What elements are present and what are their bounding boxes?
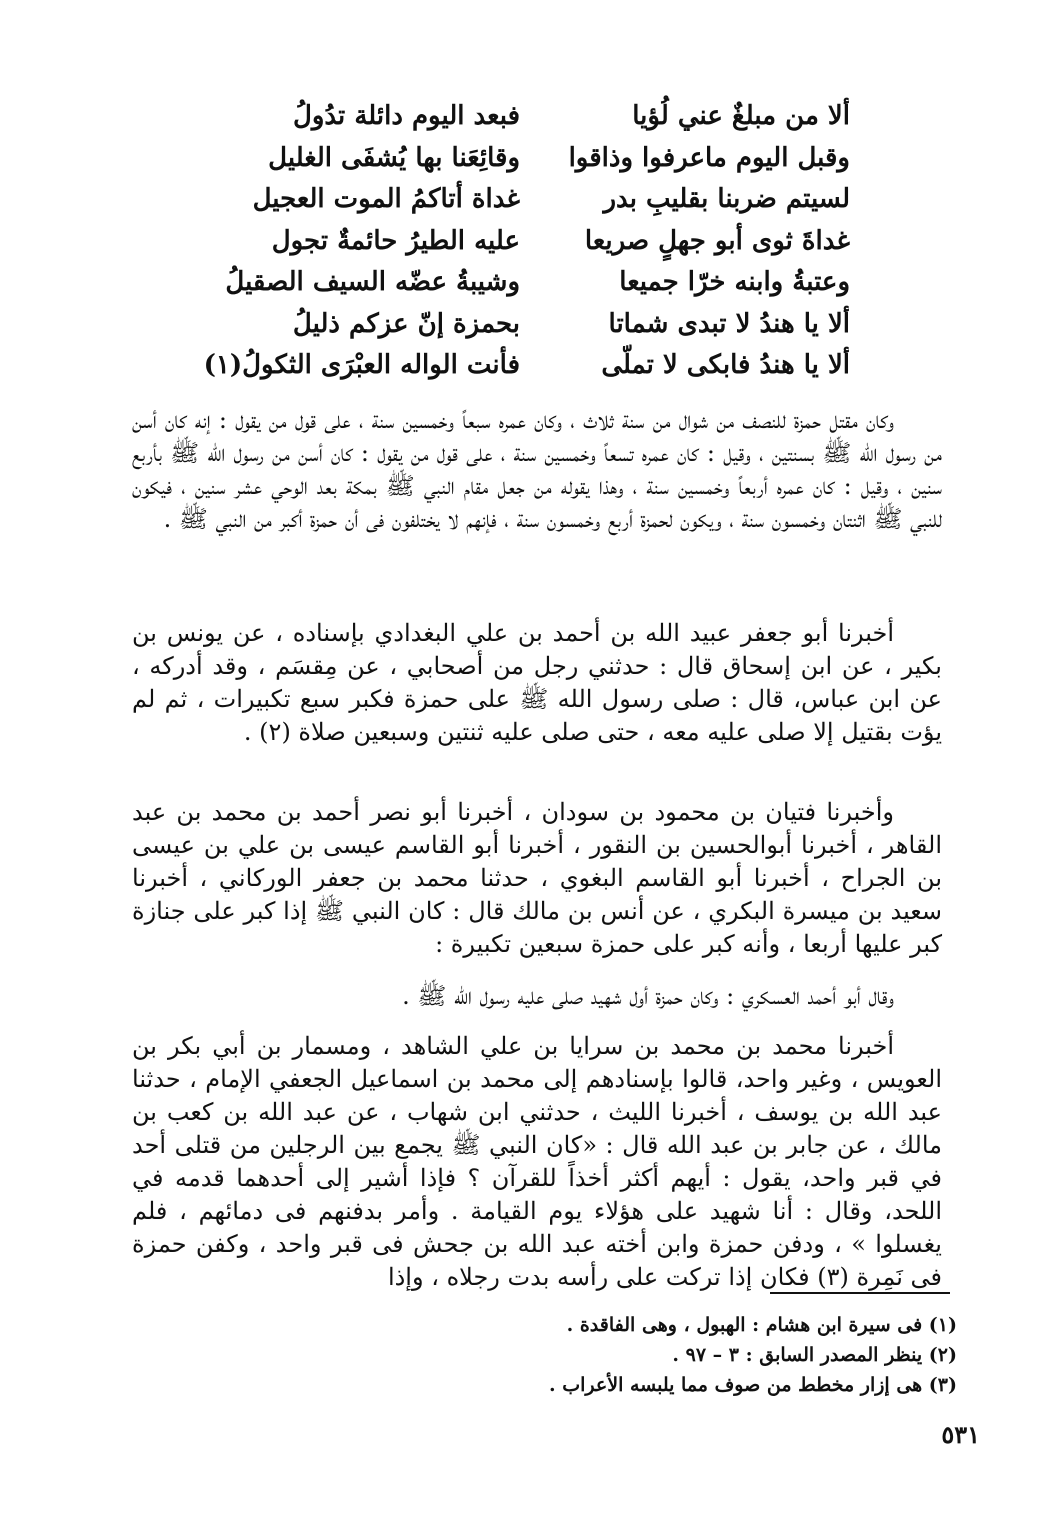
poem bbox=[203, 96, 850, 387]
poem-verse bbox=[250, 96, 850, 138]
verse-second-hemistich: فبعد اليوم دائلة تدُولُ bbox=[292, 101, 520, 131]
footnote-1: (١) فى سيرة ابن هشام : الهبول ، وهى الفاقدة . bbox=[566, 1314, 957, 1336]
verse-first-hemistich: وعتبةُ وابنه خرّا جميعا bbox=[619, 267, 850, 297]
poem-verse bbox=[250, 221, 850, 263]
verse-first-hemistich: وقبل اليوم ماعرفوا وذاقوا bbox=[568, 142, 850, 173]
poem-verse bbox=[250, 304, 850, 346]
footnotes bbox=[132, 1310, 957, 1400]
page-number: ٥٣١ bbox=[941, 1420, 980, 1449]
paragraph-burial: أخبرنا محمد بن محمد بن سرايا بن علي الشاهد ، ومسمار بن أبي بكر بن العويس ، وغير واحد، قالوا بإسنادهم إلى محمد بن اسماعيل الجعفي الإمام ، حدثنا عبد الله بن يوسف ، أخبرنا الليث ، حدثني ابن شهاب ، عن عبد الله بن كعب بن مالك ، عن جابر بن عبد الله قال : «كان النبي ﷺ يجمع بين الرجلين من قتلى أحد في قبر واحد، يقول : أيهم أكثر أخذاً للقرآن ؟ فإذا أشير إلى أحدهما قدمه في اللحد، وقال : أنا شهيد على هؤلاء يوم القيامة . وأمر بدفنهم فى دمائهم ، فلم يغسلوا » ، ودفن حمزة وابن أخته عبد الله بن جحش فى قبر واحد ، وكفن حمزة فى نَمِرة (٣) فكان إذا تركت على رأسه بدت رجلاه ، وإذا bbox=[132, 1032, 942, 1291]
paragraph-askari-quote: وقال أبو أحمد العسكري : وكان حمزة أول شهيد صلى عليه رسول الله ﷺ . bbox=[402, 982, 894, 1010]
poem-verse bbox=[225, 262, 850, 304]
verse-second-hemistich: بحمزة إنّ عزكم ذليلُ bbox=[292, 308, 520, 339]
verse-second-hemistich: عليه الطيرُ حائمةٌ تجول bbox=[271, 225, 520, 256]
paragraph-hamza-death: وكان مقتل حمزة للنصف من شوال من سنة ثلاث ، وكان عمره سبعاً وخمسين سنة ، على قول من يقول : إنه كان أسن من رسول الله ﷺ بسنتين ، وقيل : كان عمره تسعاً وخمسين سنة ، على قول من يقول : كان أسن من رسول الله ﷺ بأربع سنين ، وقيل : كان عمره أربعاً وخمسين سنة ، وهذا يقوله من جعل مقام النبي ﷺ بمكة بعد الوحي عشر سنين ، فيكون للنبي ﷺ اثنتان وخمسون سنة ، ويكون لحمزة أربع وخمسون سنة ، فإنهم لا يختلفون فى أن حمزة أكبر من النبي ﷺ . bbox=[132, 406, 942, 533]
verse-first-hemistich: ألا من مبلغٌ عني لُؤيا bbox=[632, 101, 850, 131]
paragraph-anas-narration: وأخبرنا فتيان بن محمود بن سودان ، أخبرنا أبو نصر أحمد بن محمد بن عبد القاهر ، أخبرنا أبوالحسين بن النقور ، أخبرنا أبو القاسم عيسى بن علي بن عيسى بن الجراح ، أخبرنا أبو القاسم البغوي ، حدثنا محمد بن جعفر الوركاني ، أخبرنا سعيد بن ميسرة البكري ، عن أنس بن مالك قال : كان النبي ﷺ إذا كبر على جنازة كبر عليها أربعا ، وأنه كبر على حمزة سبعين تكبيرة : bbox=[132, 798, 942, 958]
footnote-2: (٢) ينظر المصدر السابق : ٣ – ٩٧ . bbox=[672, 1344, 957, 1366]
verse-first-hemistich: غداةَ ثوى أبو جهلٍ صريعا bbox=[584, 225, 850, 256]
poem-verse bbox=[250, 138, 850, 180]
verse-second-hemistich: فأنت الواله العبْرَى الثكولُ(١) bbox=[203, 350, 520, 380]
footnote-divider bbox=[770, 1292, 950, 1294]
verse-first-hemistich: لسيتم ضربنا بقليبِ بدر bbox=[603, 184, 850, 214]
verse-second-hemistich: غداة أتاكمُ الموت العجيل bbox=[252, 184, 520, 214]
verse-second-hemistich: وشيبةُ عضّه السيف الصقيلُ bbox=[225, 267, 520, 297]
paragraph-funeral-prayer: أخبرنا أبو جعفر عبيد الله بن أحمد بن علي البغدادي بإسناده ، عن يونس بن بكير ، عن ابن إسحاق قال : حدثني رجل من أصحابي ، عن مِقسَم ، وقد أدركه ، عن ابن عباس، قال : صلى رسول الله ﷺ على حمزة فكبر سبع تكبيرات ، ثم لم يؤت بقتيل إلا صلى عليه معه ، حتى صلى عليه ثنتين وسبعين صلاة (٢) . bbox=[132, 619, 942, 746]
poem-verse bbox=[203, 345, 850, 387]
verse-second-hemistich: وقائِعَنا بها يُشفَى الغليل bbox=[268, 142, 520, 173]
verse-first-hemistich: ألا يا هندُ فابكى لا تملّى bbox=[601, 350, 850, 380]
footnote-3: (٣) هى إزار مخطط من صوف مما يلبسه الأعراب . bbox=[549, 1374, 957, 1396]
verse-first-hemistich: ألا يا هندُ لا تبدى شماتا bbox=[608, 308, 850, 339]
poem-verse bbox=[250, 179, 850, 221]
